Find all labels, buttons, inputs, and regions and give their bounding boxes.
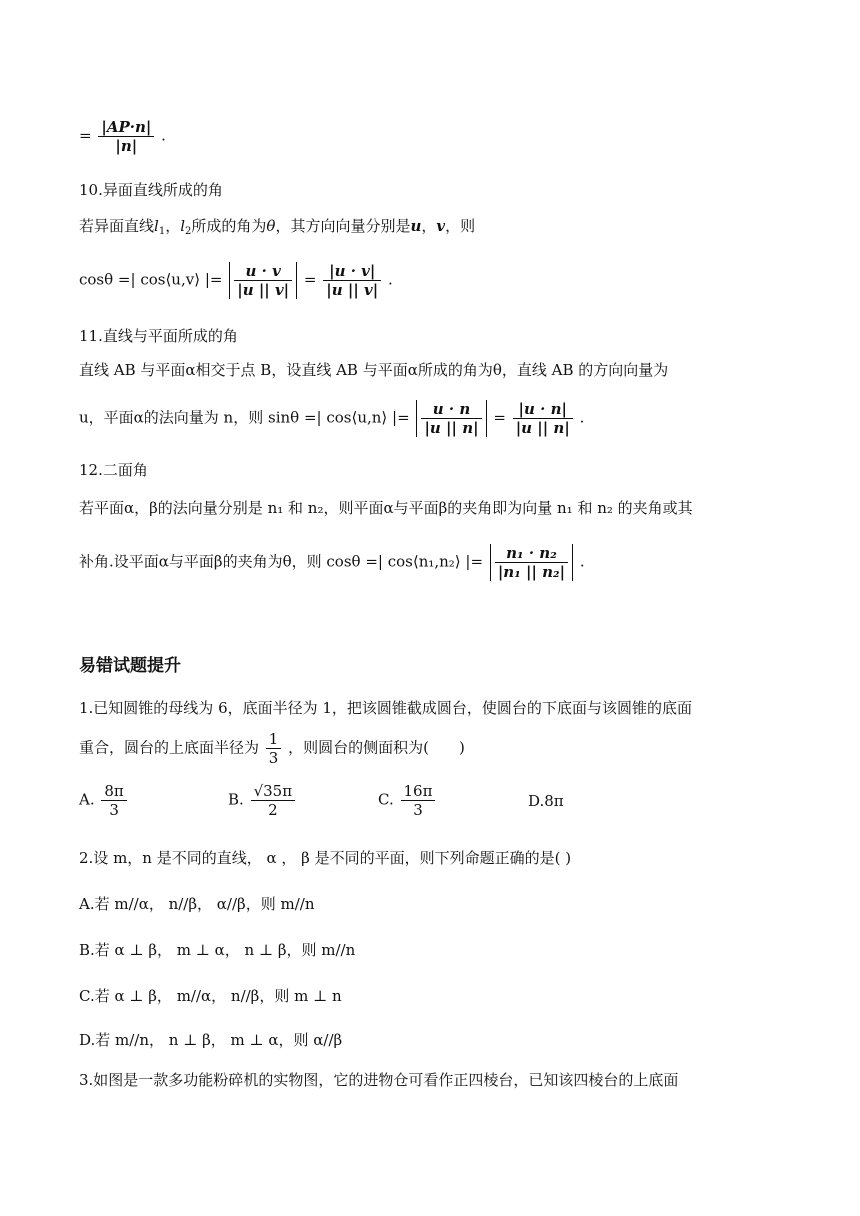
fraction-numerator: |u · v| <box>323 262 381 281</box>
comma: ， <box>421 217 437 235</box>
choice-value: 8π <box>544 792 564 810</box>
item12-fraction <box>495 544 568 581</box>
fraction-denominator: 3 <box>268 749 279 767</box>
item10-heading: 10.异面直线所成的角 <box>79 181 223 199</box>
choice-label: C. <box>378 790 394 809</box>
fraction-denominator: |u || v| <box>237 281 290 299</box>
formula-lhs: cosθ =| cos⟨n₁,n₂⟩ |= <box>326 552 484 571</box>
abs-bar <box>229 262 297 299</box>
choice-label: D. <box>528 792 545 810</box>
item11-line1: 直线 AB 与平面α相交于点 B，设直线 AB 与平面α所成的角为θ，直线 AB 的方向向量为 <box>79 361 669 379</box>
q1-choice-c[interactable] <box>378 782 437 819</box>
item11-line2-text: u，平面α的法向量为 n，则 <box>79 408 264 427</box>
l1-subscript: 1 <box>158 226 166 237</box>
abs-bar <box>416 400 486 437</box>
item10-text-d: ，则 <box>445 217 476 235</box>
choice-label: B. <box>228 790 244 809</box>
fraction-denominator: |u || v| <box>326 281 379 299</box>
fraction-numerator: 8π <box>101 782 126 801</box>
q2-option-b[interactable]: B.若 α ⊥ β， m ⊥ α， n ⊥ β，则 m//n <box>79 941 356 959</box>
fraction-numerator: n₁ · n₂ <box>495 544 568 563</box>
fraction-denominator: |n| <box>115 137 138 155</box>
equals-sign: = <box>493 408 506 427</box>
item10-text-a: 若异面直线 <box>79 217 155 235</box>
fraction-denominator: |u || n| <box>424 419 479 437</box>
item11-fraction2 <box>513 400 573 437</box>
fraction-numerator: u · v <box>234 262 292 281</box>
fraction-denominator: 3 <box>109 801 119 819</box>
item11-formula <box>79 400 584 437</box>
q2-option-a[interactable]: A.若 m//α， n//β， α//β，则 m//n <box>79 895 315 913</box>
choice-fraction <box>251 782 296 819</box>
period: . <box>387 270 393 289</box>
choice-fraction <box>101 782 126 819</box>
equals-sign: = <box>303 270 317 289</box>
period: . <box>161 126 166 145</box>
q1-text-b: ，则圆台的侧面积为( <box>288 738 429 757</box>
item12-line1: 若平面α，β的法向量分别是 n₁ 和 n₂，则平面α与平面β的夹角即为向量 n₁ 和 n₂ 的夹角或其 <box>79 499 693 517</box>
radius-fraction <box>266 730 282 767</box>
q2-option-c[interactable]: C.若 α ⊥ β， m//α， n//β，则 m ⊥ n <box>79 987 342 1005</box>
choice-fraction <box>401 782 436 819</box>
fraction-numerator: |AP·n| <box>98 118 154 137</box>
line-l2: l <box>180 217 186 235</box>
theta-symbol: θ <box>266 217 276 235</box>
formula-lhs: cosθ =| cos⟨u,v⟩ |= <box>79 270 223 289</box>
vector-u: u <box>410 217 422 235</box>
q1-choice-b[interactable] <box>228 782 297 819</box>
fraction-numerator: 16π <box>401 782 436 801</box>
section-title: 易错试题提升 <box>79 656 181 676</box>
l2-subscript: 2 <box>185 226 192 237</box>
item10-fraction2 <box>323 262 381 299</box>
fraction-numerator: |u · n| <box>513 400 573 419</box>
formula-lhs: sinθ =| cos⟨u,n⟩ |= <box>268 408 410 427</box>
item12-line2-text: 补角.设平面α与平面β的夹角为θ，则 <box>79 552 322 571</box>
q2-option-d[interactable]: D.若 m//n， n ⊥ β， m ⊥ α，则 α//β <box>79 1031 343 1049</box>
item10-formula <box>79 262 393 299</box>
item11-fraction1 <box>421 400 481 437</box>
choice-label: A. <box>79 790 95 809</box>
period: . <box>579 408 585 427</box>
q3-line1: 3.如图是一款多功能粉碎机的实物图，它的进物仓可看作正四棱台，已知该四棱台的上底面 <box>79 1071 679 1089</box>
item11-heading: 11.直线与平面所成的角 <box>79 327 238 345</box>
item12-formula <box>79 544 585 581</box>
vector-v: v <box>436 217 446 235</box>
q1-line2 <box>79 730 465 767</box>
q1-text-a: 重合，圆台的上底面半径为 <box>79 738 260 757</box>
fraction-denominator: 2 <box>268 801 278 819</box>
item10-text-c: ，其方向向量分别是 <box>275 217 411 235</box>
fraction-numerator: u · n <box>421 400 481 419</box>
q2-stem: 2.设 m，n 是不同的直线， α ， β 是不同的平面，则下列命题正确的是( ) <box>79 849 572 867</box>
q1-line1: 1.已知圆锥的母线为 6，底面半径为 1，把该圆锥截成圆台，使圆台的下底面与该圆锥的底面 <box>79 699 692 717</box>
q1-choice-a[interactable] <box>79 782 129 819</box>
fraction-denominator: 3 <box>413 801 423 819</box>
line-l1: l <box>154 217 159 235</box>
period: . <box>579 552 585 571</box>
item12-heading: 12.二面角 <box>79 461 148 479</box>
fraction-denominator: |u || n| <box>515 419 570 437</box>
item10-fraction1 <box>234 262 292 299</box>
q1-choice-d[interactable] <box>528 792 564 810</box>
item10-text-b: 所成的角为 <box>191 217 267 235</box>
abs-bar <box>490 544 573 581</box>
q1-text-c: ) <box>458 738 465 757</box>
equals-sign: = <box>79 126 92 145</box>
separator: ， <box>165 217 181 235</box>
distance-formula <box>79 118 166 155</box>
item10-text <box>79 216 475 242</box>
fraction-denominator: |n₁ || n₂| <box>497 563 566 581</box>
distance-fraction <box>98 118 154 155</box>
fraction-numerator: √35π <box>251 782 296 801</box>
fraction-numerator: 1 <box>266 730 282 749</box>
